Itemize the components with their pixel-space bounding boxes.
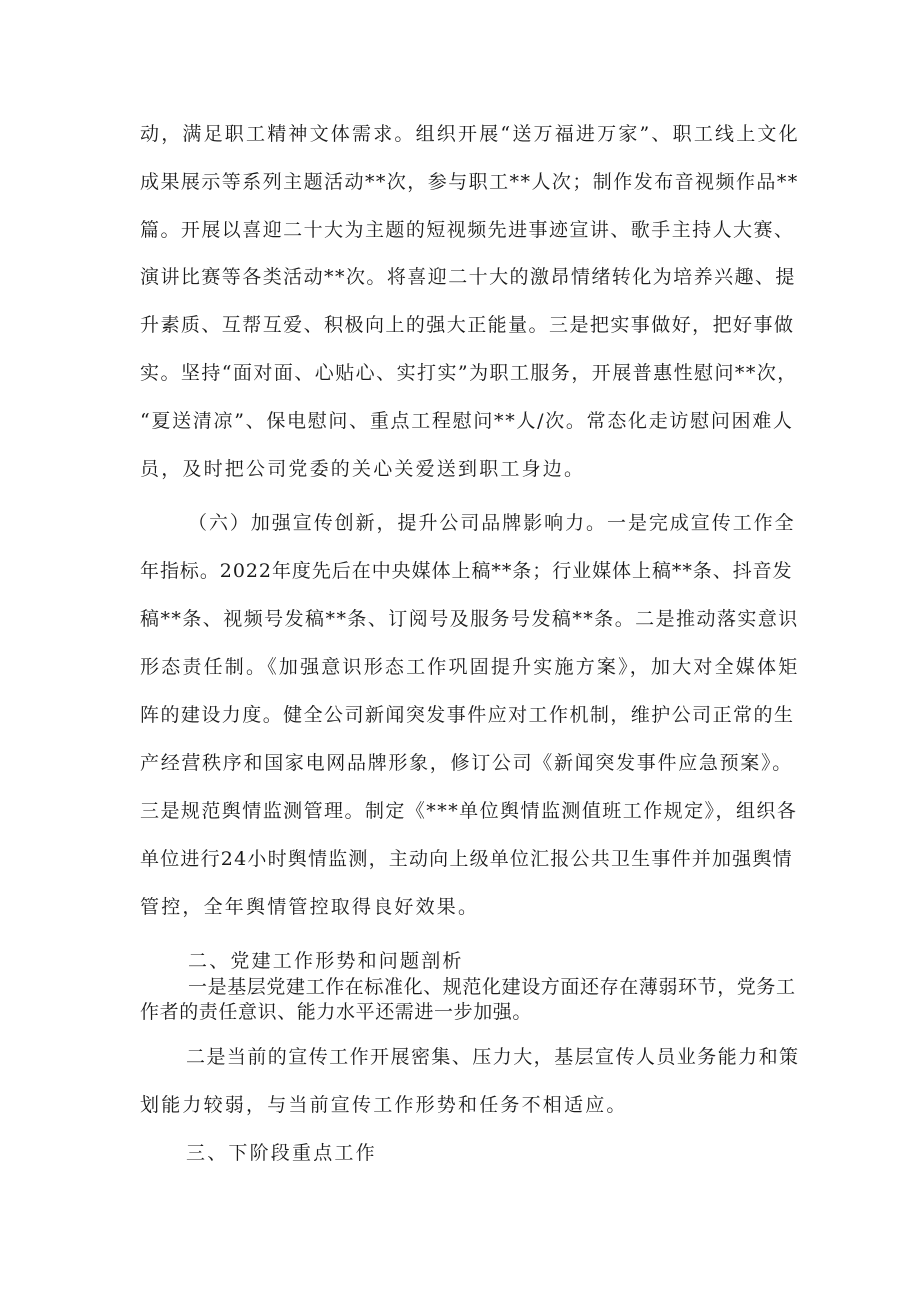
paragraph-line: 篇。开展以喜迎二十大为主题的短视频先进事迹宣讲、歌手主持人大赛、: [140, 219, 795, 241]
paragraph-line: 稿**条、视频号发稿**条、订阅号及服务号发稿**条。二是推动落实意识: [140, 608, 799, 630]
paragraph-line: 演讲比赛等各类活动**次。将喜迎二十大的激昂情绪转化为培养兴趣、提: [140, 266, 796, 288]
paragraph-line: 产经营秩序和国家电网品牌形象，修订公司《新闻突发事件应急预案》。: [140, 752, 793, 774]
paragraph-line: 员，及时把公司党委的关心关爱送到职工身边。: [140, 458, 586, 480]
paragraph-line: 二是当前的宣传工作开展密集、压力大，基层宣传人员业务能力和策: [186, 1046, 800, 1068]
section-heading-three: 三、下阶段重点工作: [186, 1142, 377, 1164]
paragraph-line: 三是规范舆情监测管理。制定《***单位舆情监测值班工作规定》，组织各: [140, 800, 798, 822]
paragraph-line: 管控，全年舆情管控取得良好效果。: [140, 896, 480, 918]
paragraph-line: 升素质、互帮互爱、积极向上的强大正能量。三是把实事做好，把好事做: [140, 314, 795, 336]
section-heading-six: （六）加强宣传创新，提升公司品牌影响力。一是完成宣传工作全: [188, 512, 796, 534]
paragraph-line: 形态责任制。《加强意识形态工作巩固提升实施方案》，加大对全媒体矩: [140, 656, 800, 678]
paragraph-line: “夏送清凉”、保电慰问、重点工程慰问**人/次。常态化走访慰问困难人: [140, 410, 794, 432]
paragraph-line: 成果展示等系列主题活动**次，参与职工**人次；制作发布音视频作品**: [140, 171, 799, 193]
paragraph-line: 单位进行24小时舆情监测，主动向上级单位汇报公共卫生事件并加强舆情: [140, 848, 793, 870]
paragraph-line: 年指标。2022年度先后在中央媒体上稿**条；行业媒体上稿**条、抖音发: [140, 560, 793, 582]
section-heading-two: 二、党建工作形势和问题剖析: [188, 950, 464, 972]
paragraph-line: 划能力较弱，与当前宣传工作形势和任务不相适应。: [140, 1094, 628, 1116]
paragraph-line: 实。坚持“面对面、心贴心、实打实”为职工服务，开展普惠性慰问**次，: [140, 362, 798, 384]
paragraph-line: 一是基层党建工作在标准化、规范化建设方面还存在薄弱环节，党务工: [188, 976, 796, 998]
paragraph-line: 阵的建设力度。健全公司新闻突发事件应对工作机制，维护公司正常的生: [140, 704, 795, 726]
paragraph-line: 作者的责任意识、能力水平还需进一步加强。: [140, 1001, 533, 1023]
paragraph-line: 动，满足职工精神文体需求。组织开展“送万福进万家”、职工线上文化: [140, 123, 800, 145]
